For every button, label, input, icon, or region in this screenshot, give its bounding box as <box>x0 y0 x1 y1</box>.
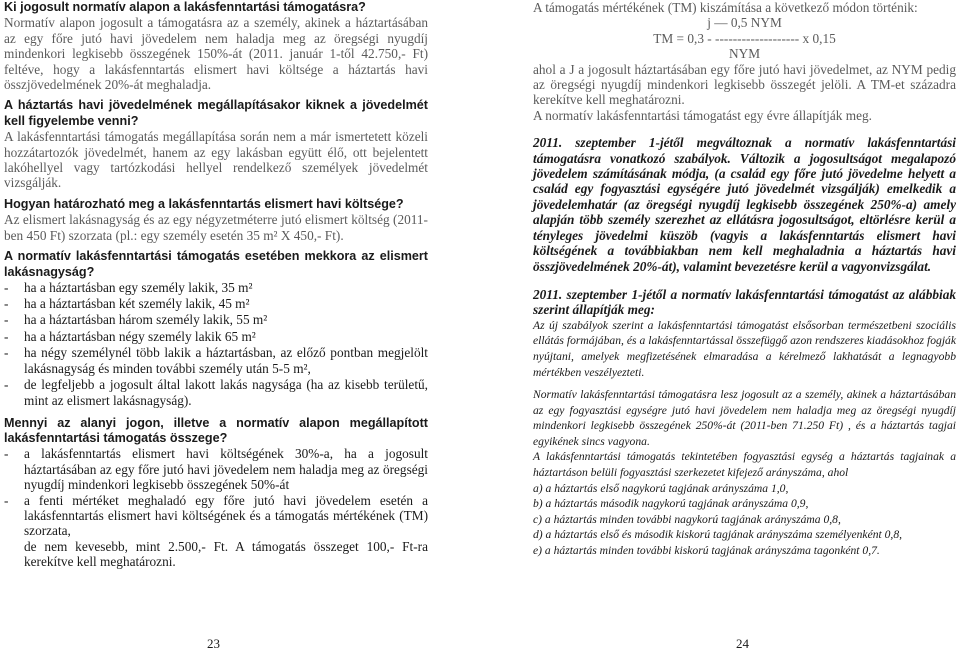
list-item: e) a háztartás minden további kiskorú tagjának arányszáma tagonként 0,7. <box>533 544 880 558</box>
list-item: - ha a háztartásban három személy lakik, 55 m² <box>4 312 268 328</box>
formula-explanation: ahol a J a jogosult háztartásában egy főre jutó havi jövedelmet, az NYM pedig az öregségi nyugdíj mindenkori legkisebb összegét jelöli. A TM-et századra kerekítve kell meghatározni. <box>533 61 956 108</box>
new-rules-paragraph: Az új szabályok szerint a lakásfenntartási támogatást elsősorban természetbeni szociális ellátás formájában, és a lakásfenntartással összefüggő azon rendszeres kiadásokhoz fogják nyújtani, amelyek megfizetésének elmaradása a kérelmező lakhatását a legnagyobb mértékben veszélyezteti. <box>533 318 956 379</box>
page-number-right: 24 <box>736 636 749 651</box>
list-item: - ha a háztartásban két személy lakik, 45 m² <box>4 296 250 312</box>
eligibility-paragraph: Normatív alapon jogosult a támogatásra az a személy, akinek a háztartásában az egy főre jutó havi jövedelem nem haladja meg az öregségi nyugdíj mindenkori legkisebb összegének 150%-át (2011. január 1-től 42.750,- Ft) feltéve, hogy a lakásfenntartás elismert havi költsége a háztartás havi összjövedelmének 20%-át meghaladja. <box>4 15 428 93</box>
income-paragraph: A lakásfenntartási támogatás megállapítása során nem a már ismertetett közeli hozzátartozók jövedelmét, hanem az egy lakásban együtt élő, ott bejelentett lakóhellyel vagy tartózkodási hellyel rendelkező személyek jövedelmét vizsgálják. <box>4 129 428 191</box>
ratio-list <box>533 481 956 559</box>
page-title: Ki jogosult normatív alapon a lakásfenntartási támogatásra? <box>4 0 366 14</box>
list-item: - de legfeljebb a jogosult által lakott lakás nagysága (ha az kisebb területű, mint az elismert lakásnagyság). <box>4 377 428 409</box>
amount-list <box>4 446 428 569</box>
list-item: c) a háztartás minden további nagykorú tagjának arányszáma 0,8, <box>533 512 841 526</box>
list-item: b) a háztartás második nagykorú tagjának arányszáma 0,9, <box>533 497 809 511</box>
consumption-unit-intro: A lakásfenntartási támogatás tekintetében fogyasztási egység a háztartás tagjainak a háztartáson belüli fogyasztási szerkezetet kifejező arányszáma, ahol <box>533 450 956 480</box>
new-rules-heading: 2011. szeptember 1-jétől a normatív lakásfenntartási támogatást az alábbiak szerint állapítják meg: <box>533 286 956 318</box>
formula-denominator: NYM <box>728 46 761 62</box>
flat-size-list <box>4 280 428 410</box>
list-item: - ha a háztartásban négy személy lakik 65 m² <box>4 328 256 344</box>
validity-paragraph: A normatív lakásfenntartási támogatást egy évre állapítják meg. <box>533 107 872 123</box>
tm-intro: A támogatás mértékének (TM) kiszámítása a következő módon történik: <box>533 0 918 15</box>
list-item: - ha a háztartásban egy személy lakik, 35 m² <box>4 279 253 295</box>
eligibility-new-paragraph: Normatív lakásfenntartási támogatásra lesz jogosult az a személy, akinek a háztartásában az egy fogyasztási egységre jutó havi jövedelem nem haladja meg az öregségi nyugdíj mindenkori legkisebb összegének 250%-át (2011-ben 71.250 Ft) , és a háztartás tagjai egyikének sincs vagyona. <box>533 388 956 448</box>
list-item: - ha négy személynél több lakik a háztartásban, az előző pontban megjelölt lakásnagyság és minden további személy után 5-5 m², <box>4 344 428 376</box>
flat-size-heading: A normatív lakásfenntartási támogatás esetében mekkora az elismert lakásnagyság? <box>4 249 428 279</box>
amount-heading: Mennyi az alanyi jogon, illetve a normatív alapon megállapított lakásfenntartási támogatás összege? <box>4 415 428 445</box>
right-page <box>533 0 956 559</box>
change-notice: 2011. szeptember 1-jétől megváltoznak a normatív lakásfenntartási támogatásra vonatkozó szabályok. Változik a jogosultságot megalapozó jövedelem számításának módja, (a család egy főre jutó jövedelme helyett a család egy fogyasztási egységére jutó jövedelmét vizsgálják) emelkedik a jövedelemhatár (az öregségi nyugdíj legkisebb összegének 250%-a) amely alapján több személy szerezhet az ellátásra jogosultságot, eltörlésre kerül a tényleges jövedelmi küszöb (vagyis a lakásfenntartás elismert havi költségének a továbbiakban nem kell meghaladnia a háztartás havi összjövedelmének 20%-át), valamint bevezetésre kerül a vagyonvizsgálat. <box>533 135 956 274</box>
list-item: d) a háztartás első és második kiskorú tagjának arányszáma személyenként 0,8, <box>533 528 903 542</box>
left-page <box>4 0 428 570</box>
list-item: a) a háztartás első nagykorú tagjának arányszáma 1,0, <box>533 481 789 495</box>
formula-numerator: j — 0,5 NYM <box>707 15 782 31</box>
list-item: - a lakásfenntartás elismert havi költségének 30%-a, ha a jogosult háztartásában az egy főre jutó havi jövedelem nem haladja meg az öregségi nyugdíj mindenkori legkisebb összegének 50%-át <box>4 446 428 493</box>
list-item: - a fenti mértéket meghaladó egy főre jutó havi jövedelem esetén a lakásfenntartás elismert havi költségének és a támogatás mértékének (TM) szorzata, <box>4 492 428 539</box>
cost-heading: Hogyan határozható meg a lakásfenntartás elismert havi költsége? <box>4 196 404 211</box>
cost-paragraph: Az elismert lakásnagyság és az egy négyzetméterre jutó elismert költség (2011-ben 450 Ft) szorzata (pl.: egy személy esetén 35 m² X 450,- Ft). <box>4 212 428 243</box>
closing-line: de nem kevesebb, mint 2.500,- Ft. A támogatás összeget 100,- Ft-ra kerekítve kell meghatározni. <box>24 538 428 570</box>
page-number-left: 23 <box>207 636 220 651</box>
formula-main: TM = 0,3 - ------------------- x 0,15 <box>653 30 836 46</box>
income-heading: A háztartás havi jövedelmének megállapításakor kiknek a jövedelmét kell figyelembe venni? <box>4 98 428 128</box>
